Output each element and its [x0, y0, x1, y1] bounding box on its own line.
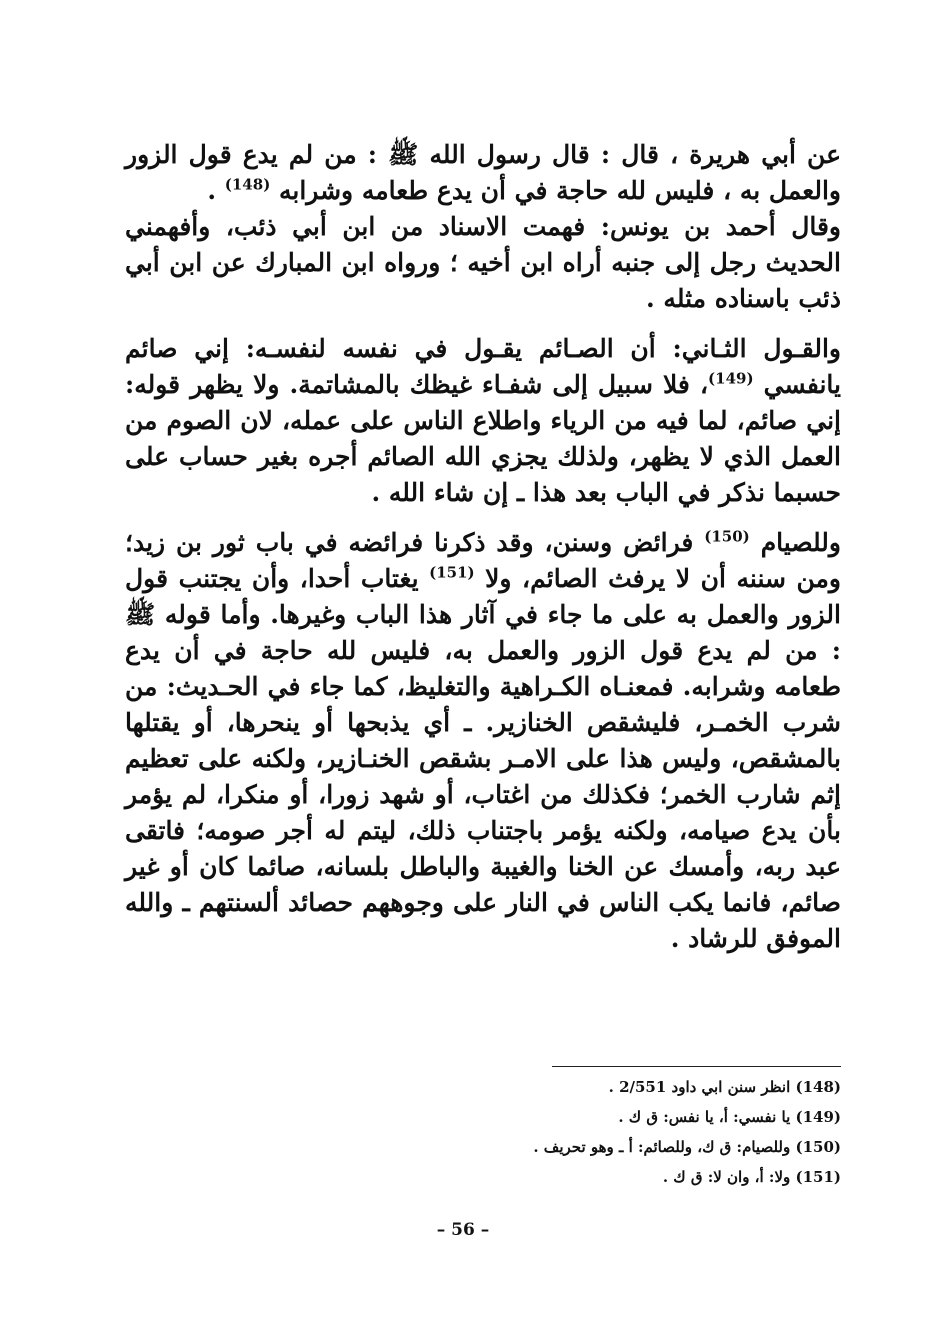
text-segment: ، فلا سبيل إلى شفـاء غيظك بالمشاتمة. ولا يظهر قوله: إني صائم، لما فيه من الرياء واطلاع الناس على عمله، لان الصوم من العمل الذي لا يظهر، ولذلك يجزي الله الصائم أجره بغير حساب على حسبما نذكر في الباب بعد هذا ـ إن شاء الله . — [125, 370, 841, 507]
text-segment: والقـول الثـاني: أن الصـائم يقـول في نفسه لنفسـه: إني صائم يانفسي — [125, 334, 842, 399]
footnote-ref: (151) — [429, 563, 475, 582]
paragraph — [125, 331, 841, 511]
main-text — [125, 137, 841, 957]
text-segment: وللصيام — [749, 528, 841, 557]
paragraph — [125, 137, 841, 209]
footnote: (148) انظر سنن ابي داود 2/551 . — [608, 1078, 841, 1096]
footnote: (149) يا نفسي: أ، يا نفس: ق ك . — [618, 1108, 841, 1126]
text-segment: يغتاب أحدا، وأن يجتنب قول الزور والعمل به على ما جاء في آثار هذا الباب وغيرها. وأما قوله ﷺ : من لم يدع قول الزور والعمل به، فليس لله حاجة في أن يدع طعامه وشرابه. فمعنـاه الكـراهية والتغليظ، كما جاء في الحـديث: من شرب الخمـر، فليشقص الخنازير. ـ أي يذبحها أو ينحرها، أو يقتلها بالمشقص، وليس هذا على الامـر بشقص الخنـازير، ولكنه على تعظيم إثم شارب الخمر؛ فكذلك من اغتاب، أو شهد زورا، أو منكرا، لم يؤمر بأن يدع صيامه، ولكنه يؤمر باجتناب ذلك، ليتم له أجر صومه؛ فاتقى عبد ربه، وأمسك عن الخنا والغيبة والباطل بلسانه، صائما كان أو غير صائم، فانما يكب الناس في النار على وجوههم حصائد ألسنتهم ـ والله الموفق للرشاد . — [125, 564, 841, 953]
page-number: – 56 – — [436, 1220, 490, 1240]
footnotes — [380, 1072, 841, 1192]
footnote-ref: (149) — [708, 369, 754, 388]
footnote-ref: (150) — [704, 527, 750, 546]
text-segment: عن أبي هريرة ، قال : قال رسول الله ﷺ : من لم يدع قول الزور والعمل به ، فليس لله حاجة في أن يدع طعامه وشرابه — [125, 140, 841, 205]
footnote-separator — [552, 1066, 841, 1067]
text-segment: . — [207, 176, 225, 205]
footnote: (151) ولا: أ، وان لا: ق ك . — [662, 1168, 841, 1186]
text-segment: فرائض وسنن، وقد ذكرنا فرائضه في باب ثور بن زيد؛ ومن سننه أن لا يرفث الصائم، ولا — [125, 528, 841, 593]
footnote-ref: (148) — [224, 175, 271, 194]
footnote: (150) وللصيام: ق ك، وللصائم: أ ـ وهو تحريف . — [533, 1138, 841, 1156]
paragraph — [125, 525, 841, 957]
text-segment: وقال أحمد بن يونس: فهمت الاسناد من ابن أبي ذئب، وأفهمني الحديث رجل إلى جنبه أراه ابن أخيه ؛ ورواه ابن المبارك عن ابن أبي ذئب باسناده مثله . — [125, 212, 841, 313]
paragraph — [125, 209, 841, 317]
